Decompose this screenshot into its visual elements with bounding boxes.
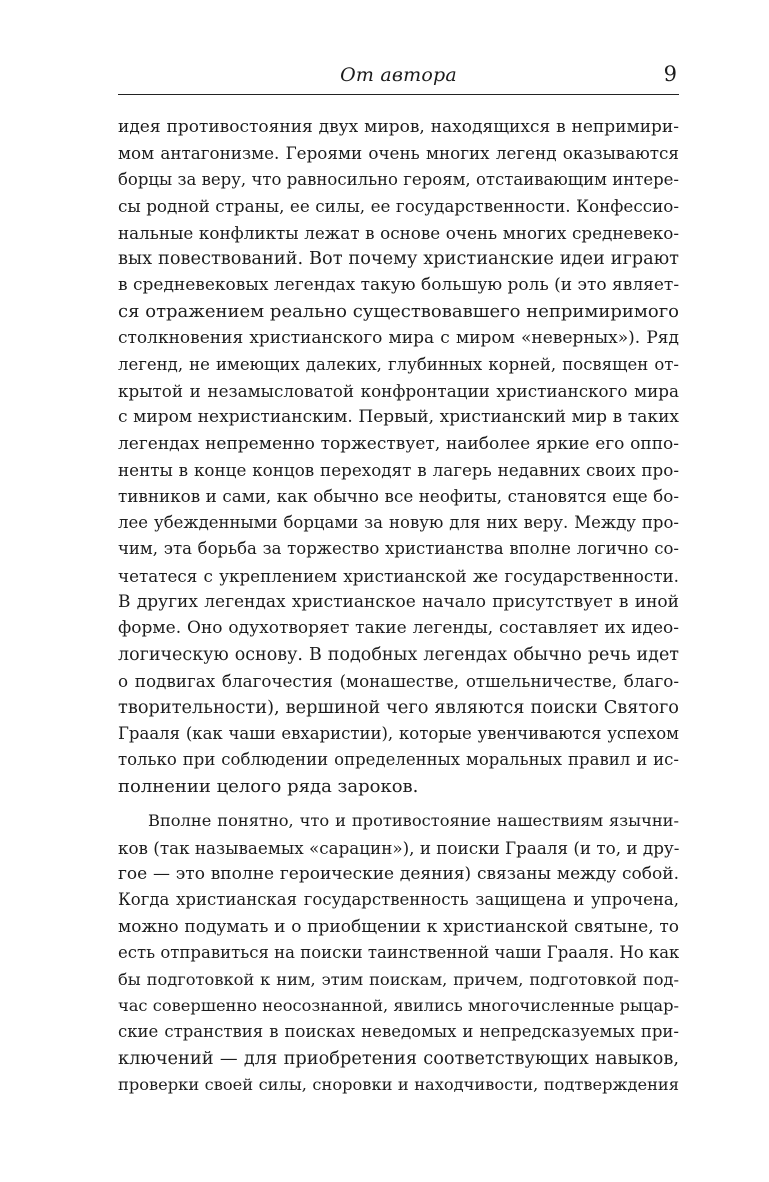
- text-line: нальные конфликты лежат в основе очень многих средневеко-: [118, 222, 679, 243]
- text-line: проверки своей силы, сноровки и находчивости, подтверждения: [118, 1075, 679, 1095]
- text-line: столкновения христианского мира с миром «неверных»). Ряд: [118, 328, 679, 349]
- text-line: час совершенно неосознанной, явились многочисленные рыцар-: [118, 995, 679, 1015]
- text-line: легендах непременно торжествует, наиболее яркие его оппо-: [118, 433, 679, 454]
- text-line: легенд, не имеющих далеких, глубинных корней, посвящен от-: [118, 354, 679, 374]
- page-number: 9: [663, 62, 677, 86]
- text-line: сы родной страны, ее силы, ее государственности. Конфессио-: [118, 196, 679, 217]
- text-line: идея противостояния двух миров, находящихся в непримири-: [118, 117, 679, 137]
- text-line: Грааля (как чаши евхаристии), которые увенчиваются успехом: [118, 723, 679, 743]
- running-title: От автора: [340, 64, 457, 86]
- text-line: лее убежденными борцами за новую для них веру. Между про-: [118, 512, 679, 532]
- text-line: с миром нехристианским. Первый, христианский мир в таких: [118, 407, 679, 428]
- text-line: творительности), вершиной чего являются поиски Святого: [118, 697, 679, 718]
- text-line: только при соблюдении определенных моральных правил и ис-: [118, 750, 679, 770]
- text-line: В других легендах христианское начало присутствует в иной: [118, 592, 679, 613]
- text-line: ся отражением реально существовавшего непримиримого: [118, 300, 679, 322]
- paragraph-1: [118, 114, 679, 800]
- text-line: ков (так называемых «сарацин»), и поиски Грааля (и то, и дру-: [118, 837, 679, 858]
- text-line: мом антагонизме. Героями очень многих легенд оказываются: [118, 143, 679, 164]
- text-line: ключений — для приобретения соответствующих навыков,: [118, 1048, 679, 1069]
- text-line: гое — это вполне героические деяния) связаны между собой.: [118, 863, 679, 884]
- text-line: Когда христианская государственность защищена и упрочена,: [118, 890, 679, 910]
- text-line: чим, эта борьба за торжество христианства вполне логично со-: [118, 539, 679, 559]
- text-line: борцы за веру, что равносильно героям, отстаивающим интере-: [118, 169, 679, 189]
- text-line: четатеся с укреплением христианской же государственности.: [118, 565, 679, 586]
- text-line: Вполне понятно, что и противостояние нашествиям язычни-: [148, 811, 679, 831]
- text-line: можно подумать и о приобщении к христианской святыне, то: [118, 916, 679, 937]
- text-line: есть отправиться на поиски таинственной чаши Грааля. Но как: [118, 943, 679, 963]
- paragraph-2: [118, 808, 679, 1098]
- text-line: тивников и сами, как обычно все неофиты, становятся еще бо-: [118, 486, 679, 507]
- text-line: вых повествований. Вот почему христианские идеи играют: [118, 248, 679, 269]
- text-line: логическую основу. В подобных легендах обычно речь идет: [118, 644, 679, 665]
- text-line: бы подготовкой к ним, этим поискам, причем, подготовкой под-: [118, 969, 679, 989]
- text-line: ские странствия в поисках неведомых и непредсказуемых при-: [118, 1022, 679, 1042]
- text-line: полнении целого ряда зароков.: [118, 775, 419, 797]
- page-header: [118, 60, 679, 95]
- text-line: крытой и незамысловатой конфронтации христианского мира: [118, 380, 679, 401]
- text-line: в средневековых легендах такую большую роль (и это являет-: [118, 275, 679, 296]
- text-line: форме. Оно одухотворяет такие легенды, составляет их идео-: [118, 618, 679, 639]
- text-line: о подвигах благочестия (монашестве, отшельничестве, благо-: [118, 671, 679, 692]
- text-line: ненты в конце концов переходят в лагерь недавних своих про-: [118, 460, 679, 481]
- body-text: [118, 114, 679, 1098]
